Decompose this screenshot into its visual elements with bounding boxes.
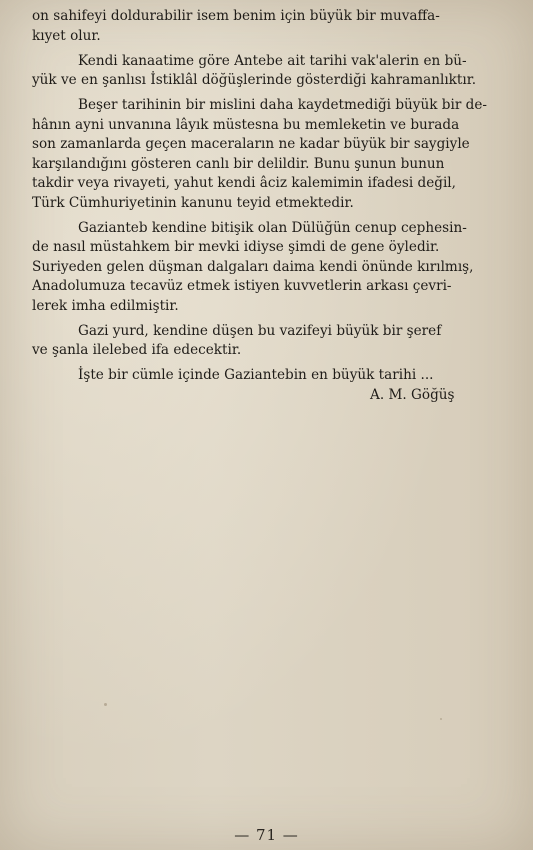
body-text [32,7,520,391]
text-line: yük ve en şanlısı İstiklâl döğüşlerinde gösterdiği kahramanlıktır. [32,72,477,88]
author-signature: A. M. Göğüş [370,387,455,403]
text-line: kıyet olur. [32,27,101,44]
text-line: İşte bir cümle içinde Gaziantebin en büyük tarihi ... [78,367,434,383]
text-line: Türk Cümhuriyetinin kanunu teyid etmektedir. [32,194,354,211]
paragraph [32,96,520,213]
paragraph [32,322,520,361]
text-line: lerek imha edilmiştir. [32,297,179,314]
text-line: ve şanla ilelebed ifa edecektir. [32,342,242,358]
paragraph [32,52,520,91]
text-line: Gazi yurd, kendine düşen bu vazifeyi büyük bir şeref [78,322,442,339]
paragraph [32,366,520,386]
text-line: Anadolumuza tecavüz etmek istiyen kuvvetlerin arkası çevri- [32,278,452,294]
page-number: — 71 — [234,826,299,844]
text-line: takdir veya rivayeti, yahut kendi âciz kalemimin ifadesi değil, [32,175,456,191]
text-line: on sahifeyi doldurabilir isem benim için büyük bir muvaffa- [32,8,440,24]
text-line: karşılandığını gösteren canlı bir delildir. Bunu şunun bunun [32,155,445,172]
text-line: Kendi kanaatime göre Antebe ait tarihi vak'alerin en bü- [78,52,467,69]
text-line: son zamanlarda geçen maceraların ne kadar büyük bir saygiyle [32,136,470,152]
paragraph [32,219,520,317]
text-line: Gazianteb kendine bitişik olan Dülüğün cenup cephesin- [78,219,467,236]
text-line: hânın ayni unvanına lâyık müstesna bu memleketin ve burada [32,116,460,133]
text-line: de nasıl müstahkem bir mevki idiyse şimdi de gene öyledir. [32,239,440,255]
paragraph [32,7,520,46]
text-line: Suriyeden gelen düşman dalgaları daima kendi önünde kırılmış, [32,258,474,275]
text-line: Beşer tarihinin bir mislini daha kaydetmediği büyük bir de- [78,97,488,113]
paper-speck [104,703,107,706]
paper-speck [440,718,442,720]
